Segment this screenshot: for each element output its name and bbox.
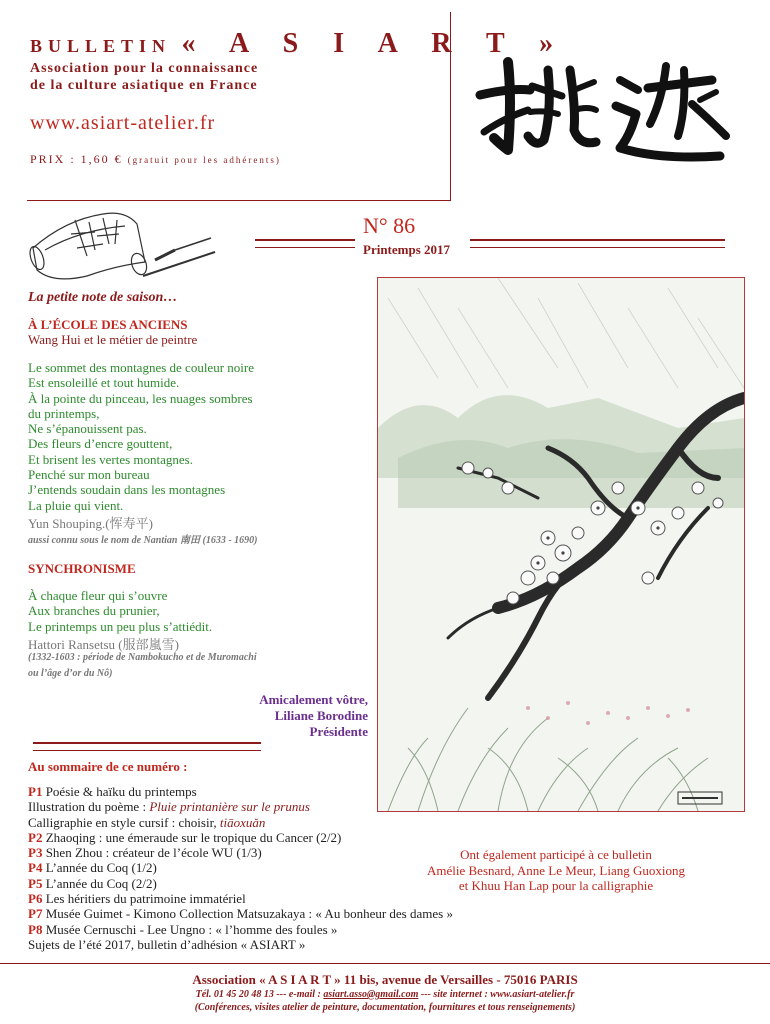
toc-italic: tiāoxuǎn (219, 814, 266, 830)
toc-text: Les héritiers du patrimoine immatériel (42, 891, 246, 907)
toc-item (28, 784, 453, 799)
association-line-2: de la culture asiatique en France (30, 78, 258, 93)
toc-italic: Pluie printanière sur le prunus (149, 799, 310, 815)
calligraphy-image (470, 40, 750, 170)
poem-line: À la pointe du pinceau, les nuages sombres (28, 390, 253, 406)
toc-text: Poésie & haïku du printemps (42, 784, 197, 799)
toc-rule (33, 742, 261, 751)
poem-line: Le printemps un peu plus s’attiédit. (28, 618, 213, 634)
toc-text: L’année du Coq (2/2) (42, 875, 157, 891)
poem-line: J’entends soudain dans les montagnes (28, 482, 226, 498)
toc-item (28, 922, 453, 937)
season-note-title: La petite note de saison… (28, 290, 178, 305)
participants (378, 847, 734, 894)
issue-number: N° 86 (363, 213, 416, 238)
poem-2-note-line-2: ou l’âge d’or du Nô) (28, 668, 113, 679)
participants-line-1: Ont également participé à ce bulletin (460, 847, 652, 862)
toc-page: P1 (28, 784, 43, 799)
poem-line: Des fleurs d’encre gouttent, (28, 436, 173, 452)
poem-2-note-line-1: (1332-1603 : période de Nambokucho et de Muromachi (28, 652, 257, 663)
poem-line: À chaque fleur qui s’ouvre (28, 588, 168, 603)
scroll-brush-image (25, 200, 225, 290)
header-rule-left (255, 239, 355, 248)
toc-page: P8 (28, 921, 43, 937)
toc-item (28, 937, 453, 952)
toc-text: Musée Guimet - Kimono Collection Matsuzakaya : « Au bonheur des dames » (42, 906, 453, 922)
price-note: (gratuit pour les adhérents) (127, 155, 281, 165)
poem-line: Aux branches du prunier, (28, 603, 160, 619)
section-ancients-title: À L’ÉCOLE DES ANCIENS (28, 317, 188, 332)
signature-name: Liliane Borodine (274, 708, 368, 723)
toc-item (28, 830, 453, 845)
toc-text: Shen Zhou : créateur de l’école WU (1/3) (42, 845, 262, 861)
price (30, 152, 281, 167)
prunus-painting (377, 277, 745, 812)
signature-greeting: Amicalement vôtre, (259, 692, 368, 707)
price-value: PRIX : 1,60 € (30, 152, 123, 166)
toc-text: L’année du Coq (1/2) (42, 860, 157, 876)
toc-item (28, 799, 453, 814)
toc-page: P2 (28, 829, 43, 845)
toc-page: P3 (28, 845, 43, 861)
toc-page: P5 (28, 875, 43, 891)
poem-line: Ne s’épanouissent pas. (28, 421, 147, 437)
participants-line-3: et Khuu Han Lap pour la calligraphie (458, 878, 654, 893)
poem-1-author: Yun Shouping.(恽寿平) (28, 516, 153, 531)
footer-contact (0, 989, 770, 1000)
participants-line-2: Amélie Besnard, Anne Le Meur, Liang Guoxiong (427, 862, 685, 878)
poem-line: Penché sur mon bureau (28, 467, 150, 483)
footer-address: Association « A S I A R T » 11 bis, avenue de Versailles - 75016 PARIS (192, 972, 578, 987)
painting-drawing (378, 278, 744, 811)
bulletin-title-prefix: BULLETIN (30, 36, 172, 56)
signature-role: Présidente (309, 724, 368, 739)
toc-page: P4 (28, 860, 43, 876)
calligraphy-drawing (470, 40, 750, 170)
toc-text: Zhaoqing : une émeraude sur le tropique du Cancer (2/2) (42, 829, 342, 845)
toc-text: Calligraphie en style cursif : choisir, (28, 814, 220, 830)
website-link[interactable]: www.asiart-atelier.fr (30, 112, 216, 134)
poem-line: La pluie qui vient. (28, 497, 124, 513)
toc-item (28, 906, 453, 921)
footer-rule (0, 963, 770, 964)
toc-title: Au sommaire de ce numéro : (28, 759, 188, 774)
footer-site: --- site internet : www.asiart-atelier.fr (418, 989, 575, 1000)
toc-page: P7 (28, 906, 43, 922)
toc-text: Illustration du poème : (28, 799, 150, 815)
poem-2 (28, 588, 212, 634)
poem-line: Et brisent les vertes montagnes. (28, 451, 193, 467)
signature (200, 692, 368, 740)
bulletin-title-main: « A S I A R T » (181, 28, 568, 59)
poem-line: Est ensoleillé et tout humide. (28, 375, 180, 391)
poem-1-note: aussi connu sous le nom de Nantian 南田 (1633 - 1690) (28, 535, 258, 546)
issue-season: Printemps 2017 (363, 242, 451, 257)
toc-text: Sujets de l’été 2017, bulletin d’adhésion « ASIART » (28, 936, 306, 952)
poem-line: Le sommet des montagnes de couleur noire (28, 360, 254, 375)
poem-1 (28, 360, 254, 513)
footer-activities: (Conférences, visites atelier de peinture, documentation, fournitures et tous renseignements) (194, 1002, 576, 1013)
header-rule-right (470, 239, 725, 248)
toc-page: P6 (28, 891, 43, 907)
toc-item (28, 815, 453, 830)
poem-2-author: Hattori Ransetsu (服部嵐雪) (28, 637, 179, 652)
association-line-1: Association pour la connaissance (30, 61, 259, 76)
footer-email-link[interactable]: asiart.asso@gmail.com (323, 989, 419, 1000)
section-synchronism-title: SYNCHRONISME (28, 561, 136, 576)
poem-line: du printemps, (28, 405, 100, 421)
section-ancients-subtitle: Wang Hui et le métier de peintre (28, 332, 198, 347)
footer-tel: Tél. 01 45 20 48 13 --- e-mail : (195, 989, 324, 1000)
scroll-drawing (25, 200, 225, 290)
toc-text: Musée Cernuschi - Lee Ungno : « l’homme des foules » (42, 921, 338, 937)
